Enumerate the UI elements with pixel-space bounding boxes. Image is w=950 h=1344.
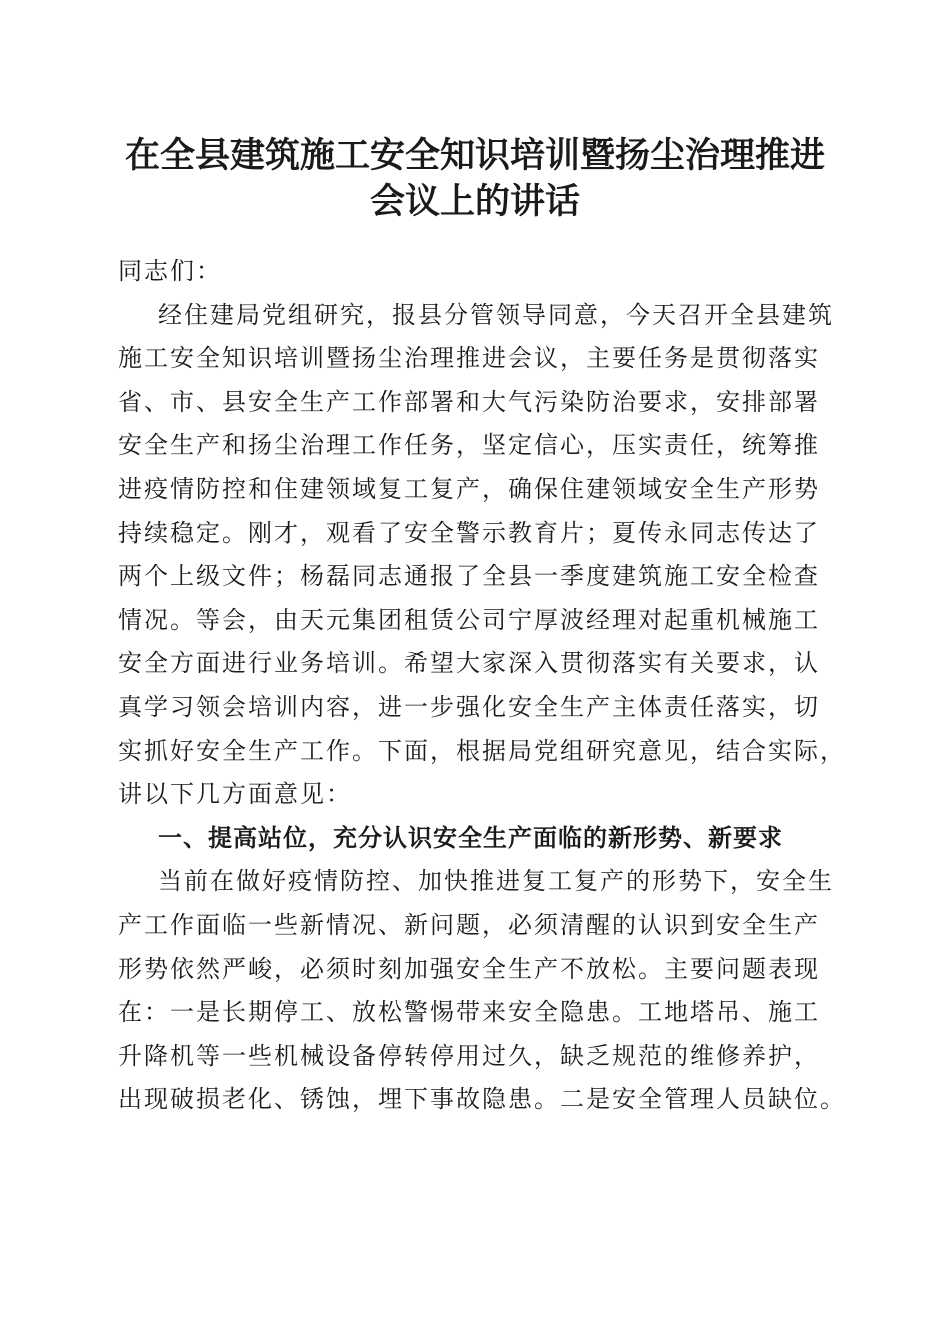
paragraph-line: 情况。等会，由天元集团租赁公司宁厚波经理对起重机械施工	[118, 605, 820, 634]
paragraph-line: 当前在做好疫情防控、加快推进复工复产的形势下，安全生	[158, 867, 834, 896]
paragraph-line: 实抓好安全生产工作。下面，根据局党组研究意见，结合实际，	[118, 736, 846, 765]
paragraph-line: 安全生产和扬尘治理工作任务，坚定信心，压实责任，统筹推	[118, 431, 820, 460]
paragraph-line: 进疫情防控和住建领域复工复产，确保住建领域安全生产形势	[118, 474, 820, 503]
document-title	[100, 133, 850, 225]
paragraph-line: 讲以下几方面意见：	[118, 780, 352, 809]
paragraph-1	[118, 294, 846, 817]
paragraph-line: 在：一是长期停工、放松警惕带来安全隐患。工地塔吊、施工	[118, 998, 820, 1027]
paragraph-line: 产工作面临一些新情况、新问题，必须清醒的认识到安全生产	[118, 910, 820, 939]
paragraph-line: 真学习领会培训内容，进一步强化安全生产主体责任落实，切	[118, 692, 820, 721]
section-heading-1: 一、提高站位，充分认识安全生产面临的新形势、新要求	[158, 823, 783, 852]
title-line-2: 会议上的讲话	[369, 181, 580, 222]
paragraph-line: 形势依然严峻，必须时刻加强安全生产不放松。主要问题表现	[118, 954, 820, 983]
paragraph-line: 出现破损老化、锈蚀，埋下事故隐患。二是安全管理人员缺位。	[118, 1085, 846, 1114]
title-line-1: 在全县建筑施工安全知识培训暨扬尘治理推进	[124, 135, 825, 176]
document-body	[118, 250, 846, 1122]
paragraph-line: 持续稳定。刚才，观看了安全警示教育片；夏传永同志传达了	[118, 518, 820, 547]
paragraph-line: 省、市、县安全生产工作部署和大气污染防治要求，安排部署	[118, 387, 820, 416]
paragraph-line: 两个上级文件；杨磊同志通报了全县一季度建筑施工安全检查	[118, 562, 820, 591]
salutation: 同志们：	[118, 257, 222, 285]
paragraph-line: 升降机等一些机械设备停转停用过久，缺乏规范的维修养护，	[118, 1041, 820, 1070]
paragraph-line: 施工安全知识培训暨扬尘治理推进会议，主要任务是贯彻落实	[118, 344, 820, 373]
paragraph-2	[118, 860, 846, 1122]
paragraph-line: 经住建局党组研究，报县分管领导同意，今天召开全县建筑	[158, 300, 834, 329]
paragraph-line: 安全方面进行业务培训。希望大家深入贯彻落实有关要求，认	[118, 649, 820, 678]
